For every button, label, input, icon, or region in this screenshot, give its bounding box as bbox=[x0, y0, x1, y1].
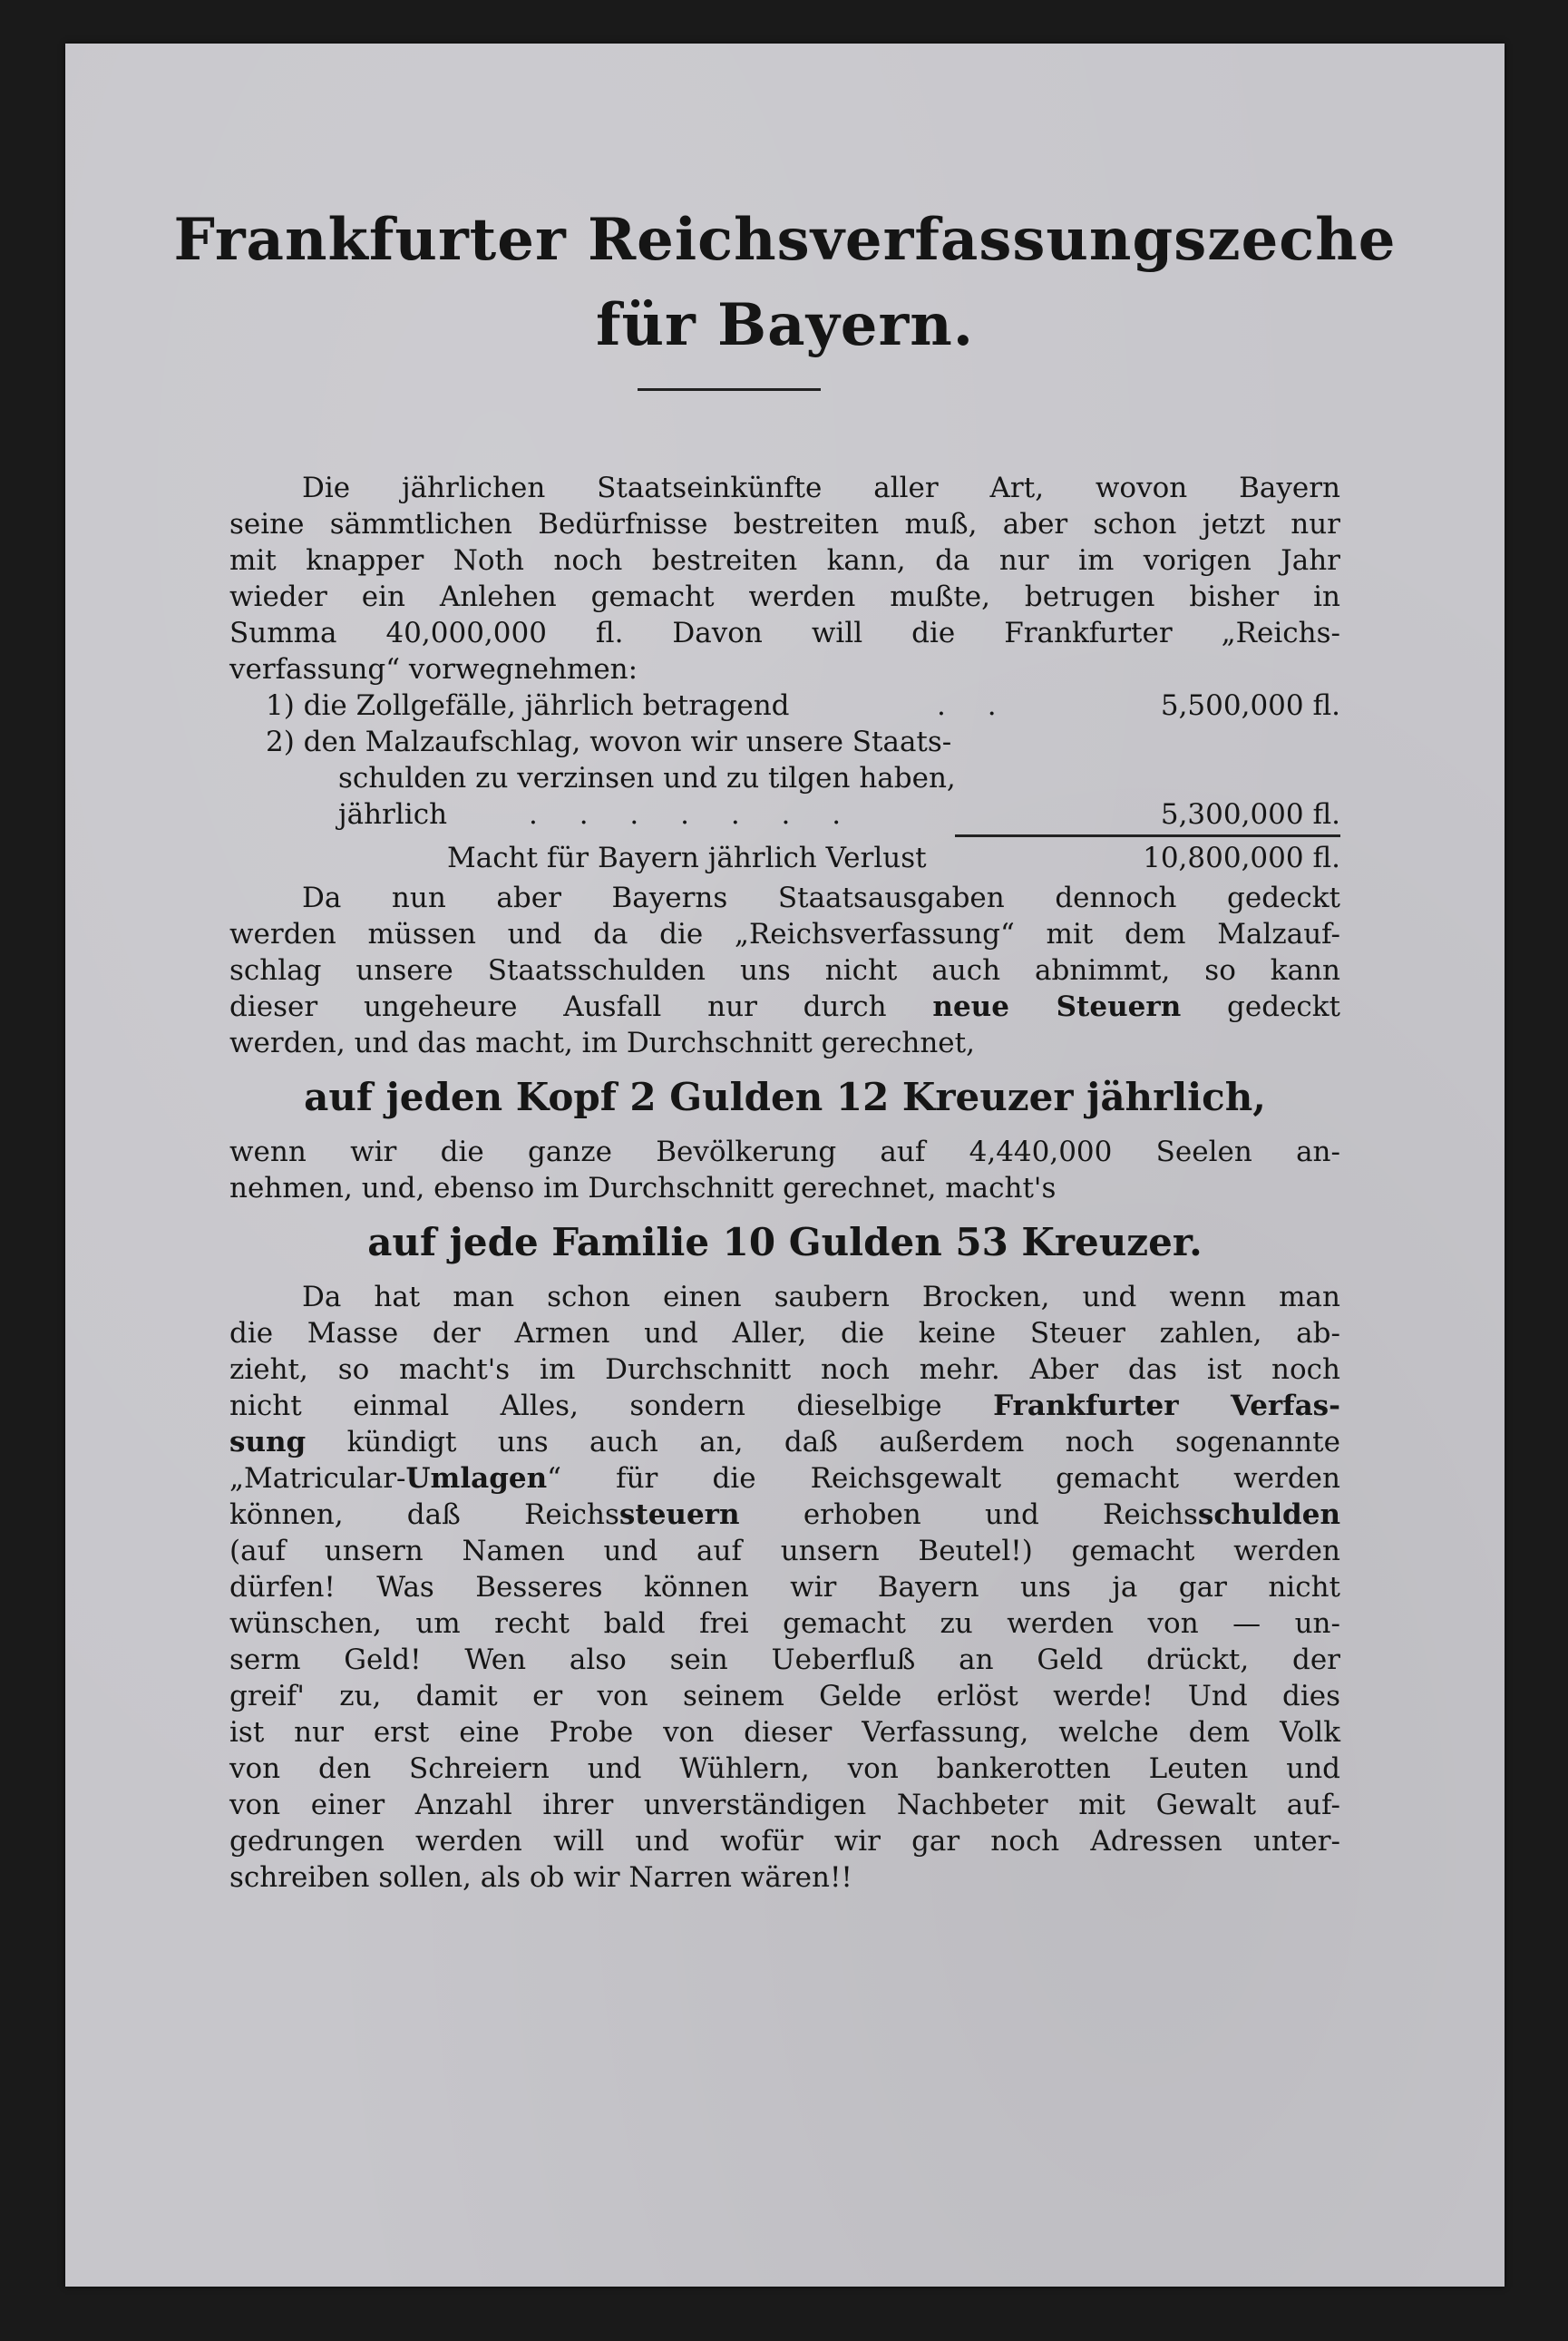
item-2-dots: . . . . . . . bbox=[529, 798, 858, 831]
paragraph-1-line-5: Summa 40,000,000 fl. Davon will die Frankfurter „Reichs- bbox=[229, 617, 1340, 649]
emphasis-sung: sung bbox=[229, 1426, 307, 1458]
title-line-2: für Bayern. bbox=[595, 291, 975, 359]
paragraph-4-line-17: schreiben sollen, als ob wir Narren wären!! bbox=[229, 1861, 852, 1894]
paragraph-1-line-2: seine sämmtlichen Bedürfnisse bestreiten muß, aber schon jetzt nur bbox=[229, 508, 1340, 541]
emphasis-per-family: auf jede Familie 10 Gulden 53 Kreuzer. bbox=[367, 1220, 1203, 1264]
paragraph-4-line-7-a: können, daß Reichs bbox=[229, 1498, 619, 1531]
item-1-value: 5,500,000 fl. bbox=[1160, 689, 1340, 722]
item-2-row-3 bbox=[266, 796, 1340, 833]
total-label: Macht für Bayern jährlich Verlust bbox=[447, 842, 927, 874]
paragraph-1-line-4: wieder ein Anlehen gemacht werden mußte, betrugen bisher in bbox=[229, 580, 1340, 613]
document-page bbox=[65, 44, 1505, 2287]
paragraph-4-line-8: (auf unsern Namen und auf unsern Beutel!) gemacht werden bbox=[229, 1535, 1340, 1567]
paragraph-4-line-6 bbox=[229, 1460, 1340, 1497]
paragraph-4-line-11: serm Geld! Wen also sein Ueberfluß an Geld drückt, der bbox=[229, 1644, 1340, 1676]
total-row bbox=[266, 840, 1340, 876]
item-1-label: 1) die Zollgefälle, jährlich betragend bbox=[266, 689, 790, 722]
emphasis-neue-steuern: neue Steuern bbox=[932, 990, 1182, 1023]
item-2-row-2 bbox=[266, 760, 1340, 796]
item-1-row bbox=[266, 688, 1340, 724]
paragraph-4-line-2: die Masse der Armen und Aller, die keine Steuer zahlen, ab- bbox=[229, 1317, 1340, 1350]
sum-divider bbox=[955, 834, 1340, 837]
paragraph-2-line-3: schlag unsere Staatsschulden uns nicht auch abnimmt, so kann bbox=[229, 954, 1340, 987]
item-2-row-1 bbox=[266, 724, 1340, 760]
emphasis-umlagen: Umlagen bbox=[405, 1462, 548, 1495]
paragraph-2-line-5: werden, und das macht, im Durchschnitt gerechnet, bbox=[229, 1027, 975, 1059]
paragraph-4-line-14: von den Schreiern und Wühlern, von bankerotten Leuten und bbox=[229, 1752, 1340, 1785]
emphasis-steuern: steuern bbox=[618, 1498, 740, 1531]
paragraph-3-line-2: nehmen, und, ebenso im Durchschnitt gerechnet, macht's bbox=[229, 1172, 1057, 1205]
item-2-line-3: jährlich bbox=[338, 798, 448, 831]
paragraph-4-line-4 bbox=[229, 1388, 1340, 1424]
paragraph-2-line-1: Da nun aber Bayerns Staatsausgaben dennoch gedeckt bbox=[302, 882, 1340, 914]
paragraph-4-line-6-post: “ für die Reichsgewalt gemacht werden bbox=[547, 1462, 1340, 1495]
emphasis-schulden: schulden bbox=[1197, 1498, 1340, 1531]
paragraph-4-line-15: von einer Anzahl ihrer unverständigen Nachbeter mit Gewalt auf- bbox=[229, 1789, 1340, 1821]
item-2-line-1: 2) den Malzaufschlag, wovon wir unsere Staats- bbox=[266, 726, 952, 758]
title-divider bbox=[638, 388, 821, 391]
paragraph-2-line-2: werden müssen und da die „Reichsverfassung“ mit dem Malzauf- bbox=[229, 918, 1340, 951]
paragraph-1-line-1: Die jährlichen Staatseinkünfte aller Art, wovon Bayern bbox=[302, 472, 1340, 504]
paragraph-4-line-5 bbox=[229, 1424, 1340, 1460]
paragraph-4-line-9: dürfen! Was Besseres können wir Bayern uns ja gar nicht bbox=[229, 1571, 1340, 1604]
paragraph-4-line-1: Da hat man schon einen saubern Brocken, und wenn man bbox=[302, 1281, 1340, 1313]
paragraph-2-line-4-tail: gedeckt bbox=[1227, 990, 1341, 1023]
paragraph-4-line-5-text: kündigt uns auch an, daß außerdem noch sogenannte bbox=[346, 1426, 1340, 1458]
paragraph-4-line-10: wünschen, um recht bald frei gemacht zu werden von — un- bbox=[229, 1607, 1340, 1640]
emphasis-per-head: auf jeden Kopf 2 Gulden 12 Kreuzer jährlich, bbox=[304, 1075, 1266, 1119]
paragraph-4-line-13: ist nur erst eine Probe von dieser Verfassung, welche dem Volk bbox=[229, 1716, 1340, 1749]
item-2-value: 5,300,000 fl. bbox=[1160, 798, 1340, 831]
paragraph-4-line-7 bbox=[229, 1497, 1340, 1533]
emphasis-frankfurter-verfassung: Frankfurter Verfas- bbox=[993, 1390, 1340, 1422]
item-2-line-2: schulden zu verzinsen und zu tilgen haben, bbox=[338, 762, 956, 795]
title-line-1: Frankfurter Reichsverfassungszeche bbox=[173, 206, 1397, 274]
document-title bbox=[65, 198, 1505, 368]
paragraph-4-line-3: zieht, so macht's im Durchschnitt noch mehr. Aber das ist noch bbox=[229, 1353, 1340, 1386]
paragraph-2-line-4 bbox=[229, 989, 1340, 1025]
paragraph-3-line-1: wenn wir die ganze Bevölkerung auf 4,440,000 Seelen an- bbox=[229, 1136, 1340, 1168]
total-value: 10,800,000 fl. bbox=[1143, 842, 1340, 874]
paragraph-1-line-6: verfassung“ vorwegnehmen: bbox=[229, 653, 638, 686]
paragraph-4-line-6-pre: „Matricular- bbox=[229, 1462, 406, 1495]
paragraph-4-line-12: greif' zu, damit er von seinem Gelde erlöst werde! Und dies bbox=[229, 1680, 1340, 1712]
paragraph-1-line-3: mit knapper Noth noch bestreiten kann, da nur im vorigen Jahr bbox=[229, 544, 1340, 577]
paragraph-4-line-16: gedrungen werden will und wofür wir gar noch Adressen unter- bbox=[229, 1825, 1340, 1858]
paragraph-4-line-4-text: nicht einmal Alles, sondern dieselbige bbox=[229, 1390, 942, 1422]
paragraph-2-line-4-text: dieser ungeheure Ausfall nur durch bbox=[229, 990, 887, 1023]
item-1-dots: . . bbox=[937, 689, 1013, 722]
paragraph-4-line-7-b: erhoben und Reichs bbox=[803, 1498, 1198, 1531]
